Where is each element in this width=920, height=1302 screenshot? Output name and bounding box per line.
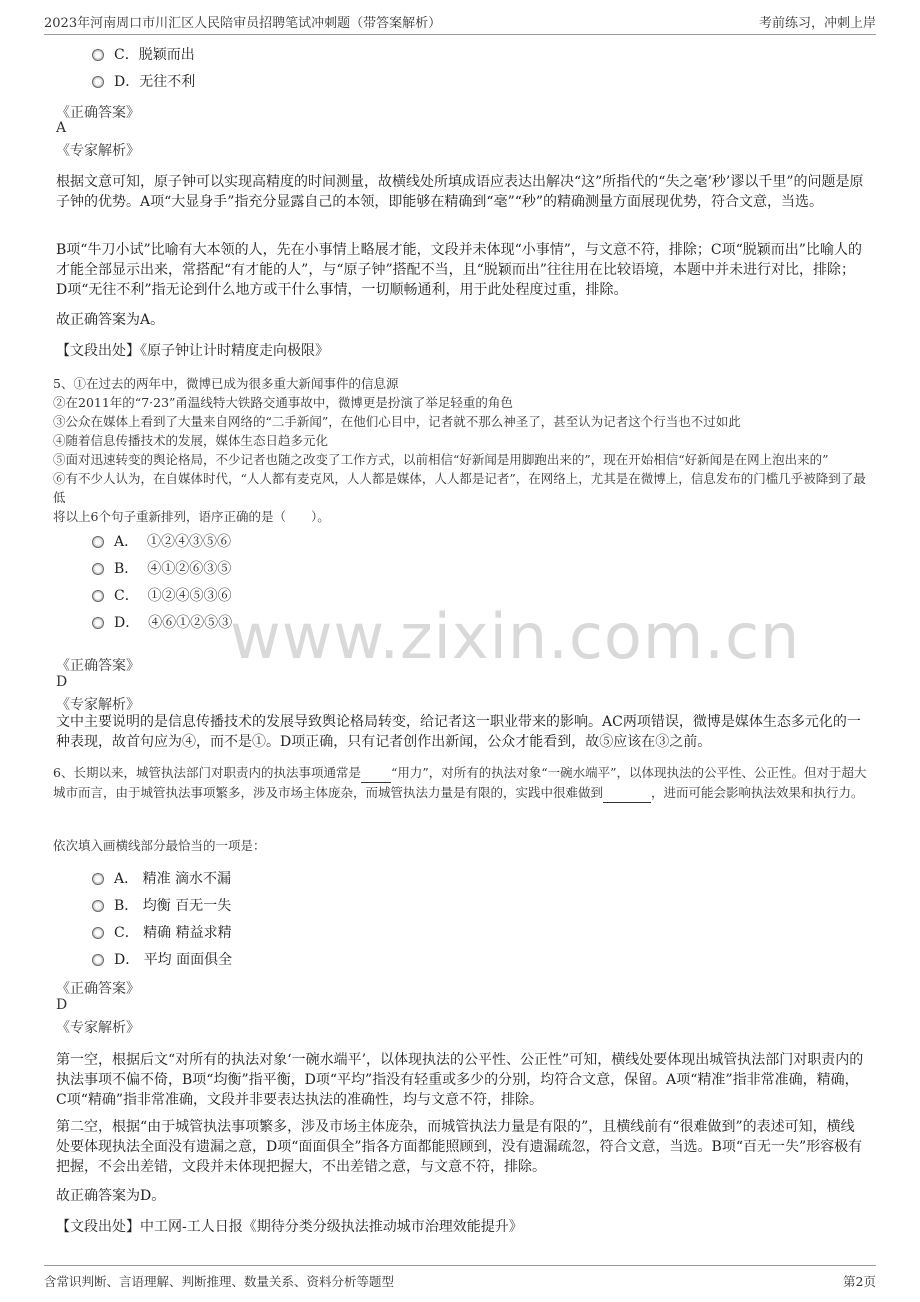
q4-option-c[interactable]: C．脱颖而出 — [92, 45, 195, 65]
q6-answer: D — [56, 997, 68, 1013]
q5-stem — [53, 374, 873, 526]
radio-icon[interactable] — [92, 927, 104, 939]
radio-icon[interactable] — [92, 900, 104, 912]
q5-analysis: 文中主要说明的是信息传播技术的发展导致舆论格局转变，给记者这一职业带来的影响。AC两项错误，微博是媒体生态多元化的一种表现，故首句应为④，而不是①。D项正确，只有记者创作出新闻，公众才能看到，故⑤应该在③之前。 — [56, 714, 861, 750]
q6-analysis-p3: 故正确答案为D。 — [56, 1188, 166, 1204]
q5-line: ④随着信息传播技术的发展，媒体生态日趋多元化 — [53, 433, 329, 448]
q5-line: 5、①在过去的两年中，微博已成为很多重大新闻事件的信息源 — [53, 376, 399, 391]
page-number: 第2页 — [843, 1274, 876, 1289]
radio-icon[interactable] — [92, 590, 104, 602]
q4-analysis-p2: B项“牛刀小试”比喻有大本领的人，先在小事情上略展才能，文段并未体现“小事情”，与文意不符，排除；C项“脱颖而出”比喻人的才能全部显示出来，常搭配“有才能的人”，与“原子钟”搭配不当，且“脱颖而出”往往用在比较语境，本题中并未进行对比，排除；D项“无往不利”指无论到什么地方或干什么事情，一切顺畅通利，用于此处程度过重，排除。 — [56, 242, 862, 298]
q4-answer-label: 《正确答案》 — [56, 105, 140, 121]
q6-option-c[interactable]: C． 精确 精益求精 — [92, 923, 232, 943]
q4-option-d[interactable]: D．无往不利 — [92, 72, 195, 92]
q6-analysis-label: 《专家解析》 — [56, 1020, 140, 1036]
radio-icon[interactable] — [92, 954, 104, 966]
q5-option-d[interactable]: D． ④⑥①②⑤③ — [92, 613, 232, 633]
q4-answer: A — [56, 120, 67, 136]
radio-icon[interactable] — [92, 49, 104, 61]
radio-icon[interactable] — [92, 563, 104, 575]
q5-answer-label: 《正确答案》 — [56, 658, 140, 674]
page-footer — [44, 1265, 876, 1292]
q6-stem: 6、长期以来，城管执法部门对职责内的执法事项通常是 “用力”，对所有的执法对象“一碗水端平”，以体现执法的公平性、公正性。但对于超大城市而言，由于城管执法事项繁多，涉及市场主体庞杂，而城管执法力量是有限的，实践中很难做到 ，进而可能会影响执法效果和执行力。 — [53, 763, 873, 803]
q5-option-b[interactable]: B． ④①②⑥③⑤ — [92, 559, 231, 579]
blank-1[interactable] — [361, 763, 391, 783]
q4-source: 【文段出处】《原子钟让计时精度走向极限》 — [56, 343, 329, 359]
footer-note: 含常识判断、言语理解、判断推理、数量关系、资料分析等题型 — [44, 1274, 395, 1289]
document-title: 2023年河南周口市川汇区人民陪审员招聘笔试冲刺题（带答案解析） — [44, 16, 442, 31]
q5-line: ③公众在媒体上看到了大量来自网络的“二手新闻”，在他们心目中，记者就不那么神圣了，甚至认为记者这个行当也不过如此 — [53, 414, 741, 429]
q5-option-c[interactable]: C． ①②④⑤③⑥ — [92, 586, 232, 606]
q5-line: ⑤面对迅速转变的舆论格局，不少记者也随之改变了工作方式，以前相信“好新闻是用脚跑出来的”，现在开始相信“好新闻是在网上泡出来的” — [53, 452, 829, 467]
radio-icon[interactable] — [92, 536, 104, 548]
q6-analysis-p1: 第一空，根据后文“对所有的执法对象‘一碗水端平’，以体现执法的公平性、公正性”可知，横线处要体现出城管执法部门对职责内的执法事项不偏不倚，B项“均衡”指平衡，D项“平均”指没有轻重或多少的分别，均符合文意，保留。A项“精准”指非常准确，精确，C项“精确”指非常准确，文段并非要表达执法的准确性，均与文意不符，排除。 — [56, 1052, 864, 1108]
q5-option-a[interactable]: A． ①②④③⑤⑥ — [92, 532, 231, 552]
q6-source: 【文段出处】中工网-工人日报《期待分类分级执法推动城市治理效能提升》 — [56, 1219, 523, 1235]
q5-analysis-label: 《专家解析》 — [56, 697, 140, 713]
q6-answer-label: 《正确答案》 — [56, 981, 140, 997]
q4-analysis-label: 《专家解析》 — [56, 143, 140, 159]
q5-answer: D — [56, 674, 68, 690]
q6-option-b[interactable]: B． 均衡 百无一失 — [92, 896, 231, 916]
q6-option-d[interactable]: D． 平均 面面俱全 — [92, 950, 232, 970]
q4-analysis-p3: 故正确答案为A。 — [56, 312, 165, 328]
header-slogan: 考前练习，冲刺上岸 — [758, 16, 876, 31]
radio-icon[interactable] — [92, 873, 104, 885]
radio-icon[interactable] — [92, 617, 104, 629]
watermark: www.zixin.com.cn — [230, 600, 801, 673]
radio-icon[interactable] — [92, 76, 104, 88]
q5-line: ⑥有不少人认为，在自媒体时代，“人人都有麦克风，人人都是媒体，人人都是记者”，在网络上，尤其是在微博上，信息发布的门槛几乎被降到了最低 — [53, 471, 866, 505]
q5-instruction: 将以上6个句子重新排列，语序正确的是（ ）。 — [53, 509, 330, 524]
q6-analysis-p2: 第二空，根据“由于城管执法事项繁多，涉及市场主体庞杂，而城管执法力量是有限的”，且横线前有“很难做到”的表述可知，横线处要体现执法全面没有遗漏之意，D项“面面俱全”指各方面都能照顾到，没有遗漏疏忽，符合文意，当选。B项“百无一失”形容极有把握，不会出差错，文段并未体现把握大，不出差错之意，与文意不符，排除。 — [56, 1119, 863, 1175]
blank-2[interactable] — [603, 783, 651, 803]
q6-option-a[interactable]: A． 精准 滴水不漏 — [92, 869, 231, 889]
q5-line: ②在2011年的“7·23”甬温线特大铁路交通事故中，微博更是扮演了举足轻重的角色 — [53, 395, 513, 410]
q6-instruction: 依次填入画横线部分最恰当的一项是： — [53, 838, 266, 853]
page-header — [44, 8, 876, 35]
q4-analysis-p1: 根据文意可知，原子钟可以实现高精度的时间测量，故横线处所填成语应表达出解决“这”所指代的“失之毫’秒’谬以千里”的问题是原子钟的优势。A项“大显身手”指充分显露自己的本领，即能够在精确到“毫”“秒”的精确测量方面展现优势，符合文意，当选。 — [56, 174, 864, 210]
